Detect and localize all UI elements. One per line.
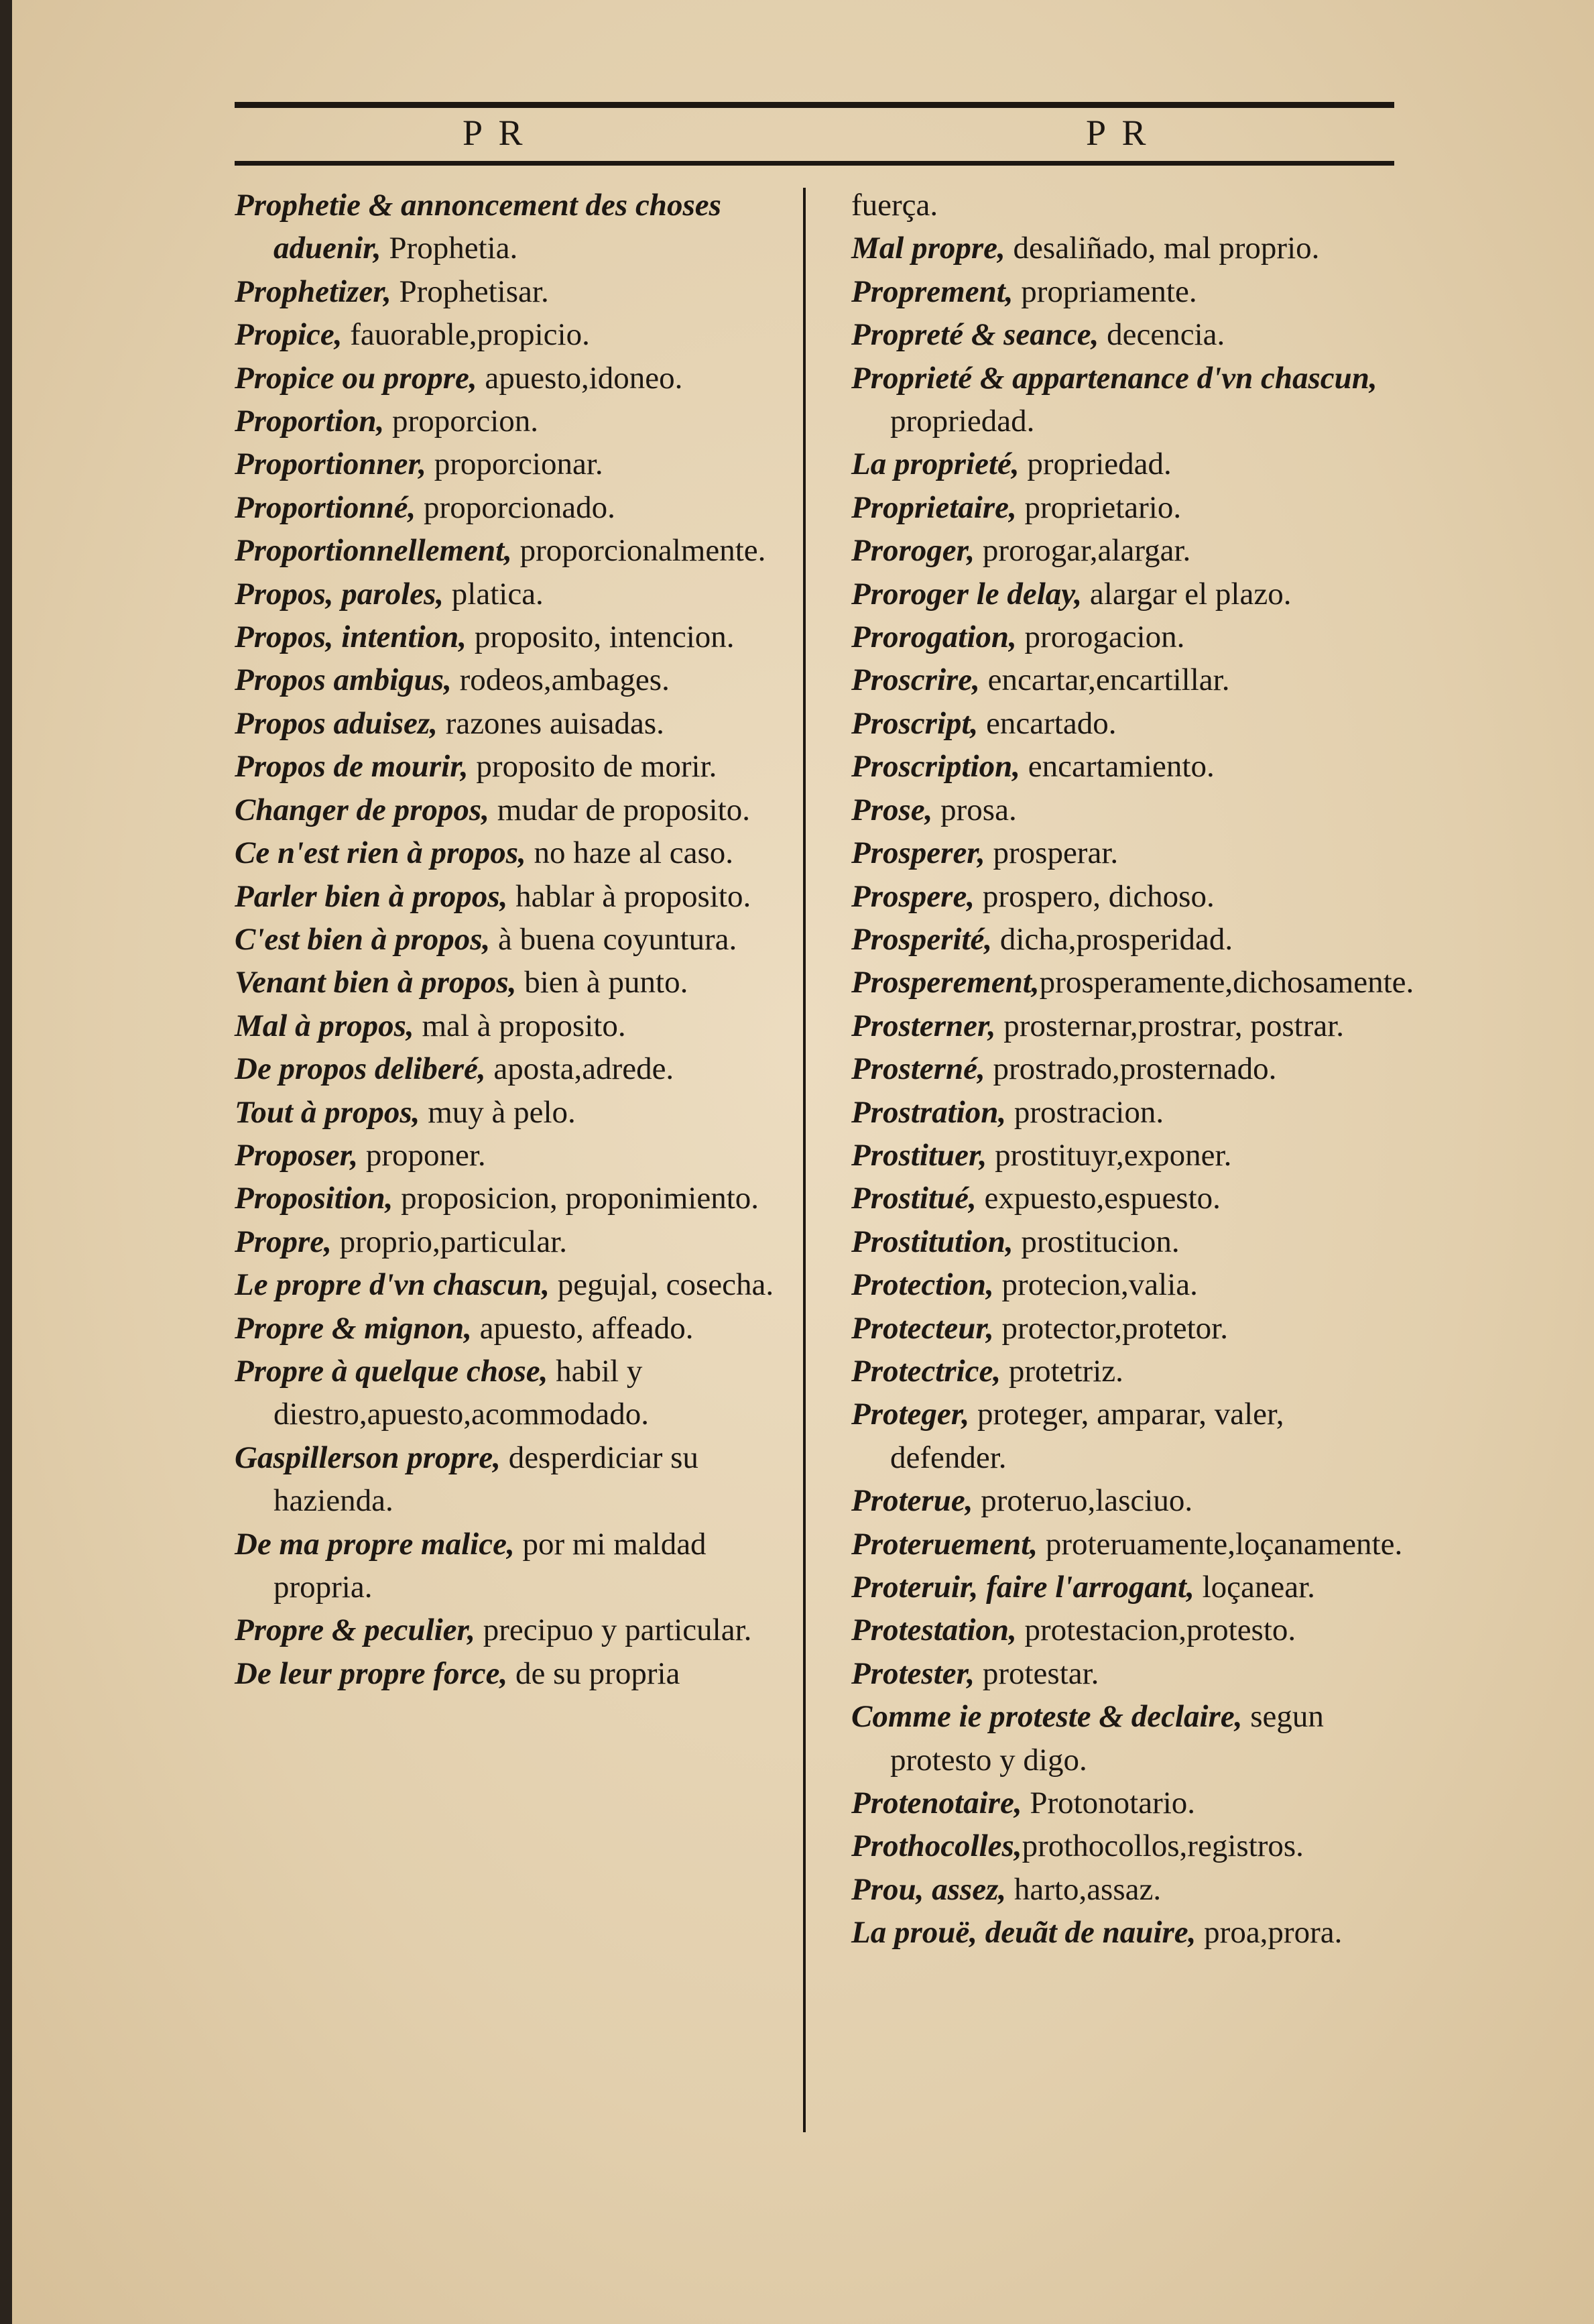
- entry-headword: Le propre d'vn chascun,: [235, 1267, 550, 1303]
- dictionary-entry: [851, 961, 1414, 1004]
- entry-translation: mudar de proposito.: [489, 792, 750, 827]
- entry-translation: prostituyr,exponer.: [987, 1137, 1232, 1173]
- entry-translation: proponer.: [358, 1137, 486, 1173]
- entry-translation: muy à pelo.: [420, 1094, 576, 1130]
- entry-headword: Proportion,: [235, 404, 385, 439]
- dictionary-entry: [851, 1263, 1408, 1306]
- entry-translation: desperdiciar su hazienda.: [273, 1440, 698, 1519]
- entry-headword: Prosterner,: [851, 1008, 996, 1043]
- dictionary-entry: [235, 486, 791, 529]
- entry-translation: prosperamente,dichosamente.: [1039, 965, 1414, 1000]
- entry-translation: proporcionalmente.: [511, 533, 766, 569]
- entry-translation: prosperar.: [985, 835, 1119, 871]
- left-column: [235, 184, 791, 1695]
- dictionary-entry: [851, 875, 1408, 918]
- dictionary-entry: [235, 918, 791, 961]
- running-head-left: P R: [463, 113, 527, 153]
- dictionary-entry: [851, 1824, 1408, 1867]
- entry-headword: Proscription,: [851, 749, 1021, 785]
- dictionary-entry: [235, 1047, 791, 1090]
- entry-translation: apuesto, affeado.: [471, 1310, 694, 1346]
- entry-headword: Protecteur,: [851, 1310, 994, 1346]
- entry-translation: proteruo,lasciuo.: [973, 1483, 1193, 1519]
- dictionary-entry: [235, 529, 791, 572]
- entry-translation: prosternar,prostrar, postrar.: [995, 1008, 1345, 1043]
- dictionary-entry: [851, 1652, 1408, 1695]
- entry-headword: C'est bien à propos,: [235, 921, 491, 957]
- entry-headword: Proprement,: [851, 274, 1014, 309]
- dictionary-entry: [851, 1566, 1408, 1609]
- entry-translation: dicha,prosperidad.: [992, 921, 1233, 957]
- entry-headword: Protectrice,: [851, 1353, 1001, 1389]
- entry-headword: Protester,: [851, 1655, 975, 1691]
- entry-headword: Changer de propos,: [235, 792, 489, 827]
- dictionary-entry: [851, 1393, 1408, 1479]
- entry-headword: Prostitution,: [851, 1224, 1014, 1259]
- entry-headword: Propos, paroles,: [235, 576, 444, 612]
- column-divider: [803, 188, 806, 2132]
- entry-translation: Prophetisar.: [391, 274, 549, 309]
- entry-translation: apuesto,idoneo.: [477, 360, 683, 396]
- dictionary-entry: [851, 1911, 1408, 1954]
- dictionary-entry: [851, 1220, 1408, 1263]
- entry-headword: Prothocolles,: [851, 1828, 1022, 1864]
- entry-translation: proprietario.: [1016, 489, 1182, 525]
- entry-headword: Proposer,: [235, 1137, 359, 1173]
- dictionary-entry: [851, 1609, 1408, 1651]
- entry-headword: Prosperité,: [851, 921, 993, 957]
- entry-headword: Prophetie & annoncement des choses aduenir,: [235, 188, 721, 266]
- dictionary-entry: [235, 789, 791, 831]
- entry-translation: pegujal, cosecha.: [550, 1267, 774, 1303]
- entry-translation: protestacion,protesto.: [1016, 1613, 1296, 1648]
- dictionary-entry: [235, 443, 791, 485]
- entry-headword: La prouë, deuãt de nauire,: [851, 1915, 1197, 1951]
- entry-translation: rodeos,ambages.: [451, 662, 670, 698]
- entry-headword: Protection,: [851, 1267, 994, 1303]
- entry-headword: De ma propre malice,: [235, 1526, 515, 1562]
- entry-translation: propriamente.: [1013, 274, 1197, 309]
- binding-edge: [0, 0, 12, 2324]
- entry-translation: protestar.: [975, 1655, 1099, 1691]
- header-rule: [235, 161, 1394, 166]
- dictionary-entry: [235, 400, 791, 443]
- entry-translation: proteruamente,loçanamente.: [1038, 1526, 1403, 1562]
- entry-headword: Proportionnellement,: [235, 533, 512, 569]
- entry-translation: de su propria: [507, 1655, 680, 1691]
- entry-translation: habil y diestro,apuesto,acommodado.: [273, 1353, 649, 1432]
- dictionary-entry: [235, 1220, 791, 1263]
- entry-headword: Mal propre,: [851, 231, 1005, 266]
- entry-translation: fuerça.: [851, 188, 938, 223]
- entry-translation: no haze al caso.: [526, 835, 734, 871]
- entry-headword: Proposition,: [235, 1181, 393, 1216]
- dictionary-entry: [851, 1782, 1408, 1824]
- entry-headword: Proprietaire,: [851, 489, 1017, 525]
- entry-headword: Venant bien à propos,: [235, 965, 517, 1000]
- dictionary-entry: [235, 616, 791, 658]
- entry-translation: prorogacion.: [1016, 620, 1185, 655]
- entry-headword: Proportionner,: [235, 447, 426, 482]
- entry-translation: protector,protetor.: [993, 1310, 1228, 1346]
- dictionary-entry: [851, 270, 1408, 313]
- dictionary-entry: [851, 702, 1408, 745]
- top-rule: [235, 102, 1394, 108]
- dictionary-entry: [851, 184, 1408, 227]
- entry-translation: fauorable,propicio.: [342, 317, 590, 353]
- entry-translation: por mi maldad propria.: [273, 1526, 707, 1605]
- entry-translation: harto,assaz.: [1006, 1871, 1162, 1907]
- dictionary-entry: [851, 1177, 1408, 1220]
- dictionary-entry: [851, 616, 1408, 658]
- entry-headword: Proteger,: [851, 1397, 970, 1432]
- entry-headword: Prou, assez,: [851, 1871, 1007, 1907]
- entry-headword: Protestation,: [851, 1613, 1017, 1648]
- entry-headword: Propice ou propre,: [235, 360, 477, 396]
- dictionary-entry: [851, 227, 1408, 270]
- entry-translation: proporcion.: [384, 404, 539, 439]
- entry-headword: Prostration,: [851, 1094, 1007, 1130]
- dictionary-entry: [851, 1350, 1408, 1393]
- dictionary-entry: [235, 1307, 791, 1350]
- entry-headword: Propos de mourir,: [235, 749, 469, 785]
- dictionary-entry: [851, 1004, 1408, 1047]
- entry-headword: Prostitué,: [851, 1181, 977, 1216]
- entry-headword: Propreté & seance,: [851, 317, 1099, 353]
- dictionary-entry: [851, 1523, 1408, 1566]
- entry-translation: proporcionar.: [426, 447, 603, 482]
- entry-translation: aposta,adrede.: [485, 1051, 674, 1087]
- dictionary-entry: [851, 745, 1408, 788]
- dictionary-entry: [851, 1868, 1408, 1911]
- dictionary-entry: [851, 486, 1408, 529]
- entry-headword: De propos deliberé,: [235, 1051, 486, 1087]
- entry-translation: proporcionado.: [416, 489, 615, 525]
- entry-translation: proprio,particular.: [331, 1224, 567, 1259]
- entry-translation: prostracion.: [1006, 1094, 1164, 1130]
- dictionary-entry: [851, 529, 1408, 572]
- dictionary-entry: [851, 918, 1408, 961]
- dictionary-entry: [235, 961, 791, 1004]
- entry-translation: razones auisadas.: [437, 705, 664, 741]
- entry-headword: Gaspillerson propre,: [235, 1440, 501, 1475]
- entry-headword: Prosperement,: [851, 965, 1040, 1000]
- dictionary-entry: [235, 1652, 791, 1695]
- right-column: [851, 184, 1414, 1955]
- entry-translation: à buena coyuntura.: [490, 921, 737, 957]
- entry-headword: Propice,: [235, 317, 343, 353]
- entry-translation: prostrado,prosternado.: [985, 1051, 1277, 1087]
- entry-headword: Prophetizer,: [235, 274, 391, 309]
- dictionary-entry: [851, 1134, 1408, 1177]
- dictionary-entry: [235, 1177, 791, 1220]
- entry-translation: Protonotario.: [1022, 1786, 1196, 1821]
- dictionary-entry: [235, 1523, 791, 1609]
- entry-translation: alargar el plazo.: [1082, 576, 1292, 612]
- dictionary-entry: [851, 1047, 1408, 1090]
- entry-translation: protecion,valia.: [993, 1267, 1198, 1303]
- entry-translation: propriedad.: [1019, 447, 1172, 482]
- dictionary-entry: [851, 1307, 1408, 1350]
- entry-headword: Prose,: [851, 792, 933, 827]
- entry-translation: Prophetia.: [381, 231, 518, 266]
- entry-translation: propriedad.: [890, 404, 1035, 439]
- entry-headword: Propre & mignon,: [235, 1310, 472, 1346]
- entry-headword: Prostituer,: [851, 1137, 987, 1173]
- entry-translation: encartamiento.: [1020, 749, 1215, 785]
- dictionary-entry: [235, 1091, 791, 1134]
- entry-translation: expuesto,espuesto.: [976, 1181, 1221, 1216]
- entry-headword: Proscrire,: [851, 662, 980, 698]
- entry-headword: Prospere,: [851, 878, 975, 914]
- entry-headword: Proroger le delay,: [851, 576, 1083, 612]
- entry-translation: mal à proposito.: [414, 1008, 626, 1043]
- entry-headword: Prosperer,: [851, 835, 985, 871]
- dictionary-entry: [235, 875, 791, 918]
- entry-headword: Prorogation,: [851, 620, 1017, 655]
- running-head-right: P R: [1086, 113, 1150, 153]
- dictionary-entry: [851, 573, 1408, 616]
- entry-translation: prosa.: [932, 792, 1017, 827]
- entry-translation: segun protesto y digo.: [890, 1699, 1324, 1778]
- dictionary-entry: [235, 1609, 791, 1651]
- entry-headword: Mal à propos,: [235, 1008, 414, 1043]
- entry-translation: encartar,encartillar.: [979, 662, 1230, 698]
- entry-translation: desaliñado, mal proprio.: [1005, 231, 1320, 266]
- entry-headword: Proterue,: [851, 1483, 973, 1519]
- dictionary-entry: [851, 357, 1408, 443]
- entry-translation: prothocollos,registros.: [1022, 1828, 1304, 1864]
- entry-headword: Comme ie proteste & declaire,: [851, 1699, 1243, 1735]
- entry-headword: Propos, intention,: [235, 620, 467, 655]
- entry-headword: Proroger,: [851, 533, 975, 569]
- dictionary-entry: [851, 831, 1408, 874]
- entry-translation: proposito, intencion.: [467, 620, 735, 655]
- dictionary-entry: [235, 745, 791, 788]
- entry-headword: Tout à propos,: [235, 1094, 420, 1130]
- entry-headword: Proteruement,: [851, 1526, 1038, 1562]
- entry-headword: Proscript,: [851, 705, 979, 741]
- dictionary-entry: [235, 1134, 791, 1177]
- entry-headword: Propre à quelque chose,: [235, 1353, 548, 1389]
- entry-headword: Proprieté & appartenance d'vn chascun,: [851, 360, 1377, 396]
- entry-headword: La proprieté,: [851, 447, 1020, 482]
- dictionary-entry: [851, 1479, 1408, 1522]
- entry-translation: proposicion, proponimiento.: [393, 1181, 759, 1216]
- dictionary-entry: [235, 313, 791, 356]
- entry-headword: Propre,: [235, 1224, 332, 1259]
- dictionary-entry: [235, 1004, 791, 1047]
- entry-headword: Proteruir, faire l'arrogant,: [851, 1570, 1194, 1605]
- entry-translation: proa,prora.: [1196, 1915, 1343, 1951]
- dictionary-entry: [235, 573, 791, 616]
- dictionary-entry: [851, 1695, 1408, 1782]
- entry-headword: Propos ambigus,: [235, 662, 452, 698]
- entry-translation: encartado.: [978, 705, 1117, 741]
- dictionary-entry: [851, 789, 1408, 831]
- entry-headword: Prosterné,: [851, 1051, 985, 1087]
- dictionary-entry: [851, 658, 1408, 701]
- dictionary-entry: [235, 831, 791, 874]
- dictionary-entry: [235, 1436, 791, 1523]
- entry-translation: loçanear.: [1194, 1570, 1315, 1605]
- dictionary-entry: [235, 702, 791, 745]
- dictionary-entry: [235, 184, 791, 270]
- dictionary-entry: [235, 357, 791, 400]
- entry-headword: Propre & peculier,: [235, 1613, 475, 1648]
- entry-translation: proposito de morir.: [468, 749, 717, 785]
- entry-headword: Propos aduisez,: [235, 705, 438, 741]
- entry-headword: Protenotaire,: [851, 1786, 1022, 1821]
- entry-translation: platica.: [444, 576, 544, 612]
- dictionary-entry: [235, 270, 791, 313]
- dictionary-entry: [851, 443, 1408, 485]
- dictionary-entry: [235, 1350, 791, 1436]
- entry-headword: Proportionné,: [235, 489, 416, 525]
- dictionary-entry: [851, 313, 1408, 356]
- entry-translation: protetriz.: [1001, 1353, 1123, 1389]
- dictionary-entry: [235, 1263, 791, 1306]
- dictionary-entry: [235, 658, 791, 701]
- entry-translation: prorogar,alargar.: [975, 533, 1191, 569]
- entry-translation: proteger, amparar, valer, defender.: [890, 1397, 1284, 1475]
- entry-headword: Ce n'est rien à propos,: [235, 835, 526, 871]
- entry-translation: hablar à proposito.: [507, 878, 751, 914]
- entry-translation: prostitucion.: [1013, 1224, 1180, 1259]
- dictionary-entry: [851, 1091, 1408, 1134]
- entry-translation: bien à punto.: [516, 965, 688, 1000]
- entry-translation: prospero, dichoso.: [975, 878, 1215, 914]
- entry-headword: Parler bien à propos,: [235, 878, 508, 914]
- entry-translation: decencia.: [1099, 317, 1225, 353]
- entry-headword: De leur propre force,: [235, 1655, 508, 1691]
- entry-translation: precipuo y particular.: [475, 1613, 752, 1648]
